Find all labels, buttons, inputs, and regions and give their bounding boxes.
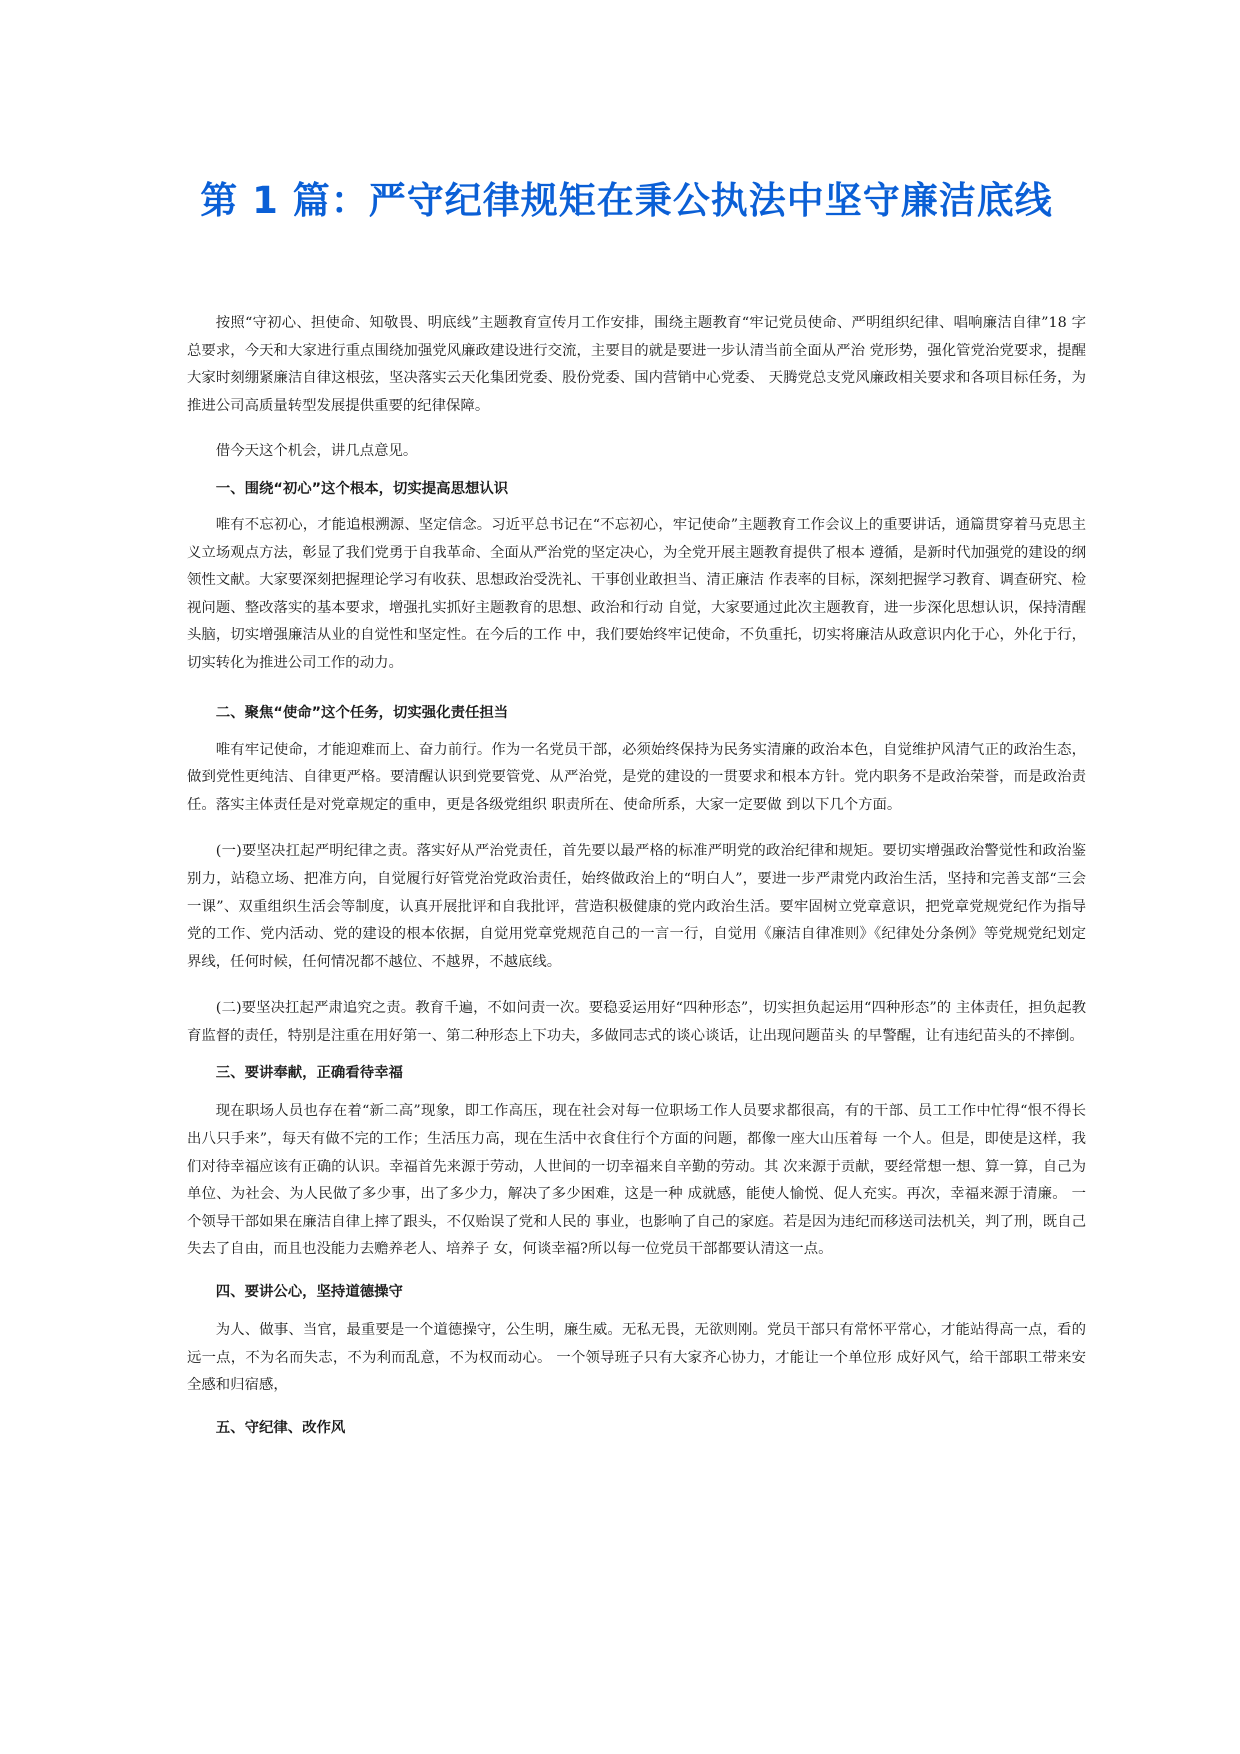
- opening-line: 借今天这个机会，讲几点意见。: [215, 443, 418, 460]
- body-paragraph: (一)要坚决扛起严明纪律之责。落实好从严治党责任，首先要以最严格的标准严明党的政治纪律和规矩。要切实增强政治警觉性和政治鉴别力，站稳立场、把准方向，自觉履行好管党治党政治责任，始终做政治上的“明白人”，要进一步严肃党内政治生活，坚持和完善支部“三会一课”、双重组织生活会等制度，认真开展批评和自我批评，营造积极健康的党内政治生活。要牢固树立党章意识，把党章党规党纪作为指导党的工作、党内活动、党的建设的根本依据，自觉用党章党规范自己的一言一行，自觉用《廉洁自律准则》《纪律处分条例》等党规党纪划定界线，任何时候，任何情况都不越位、不越界，不越底线。: [187, 843, 1086, 970]
- body-paragraph: 为人、做事、当官，最重要是一个道德操守，公生明，廉生威。无私无畏，无欲则刚。党员干部只有常怀平常心，才能站得高一点，看的远一点，不为名而失志，不为利而乱意，不为权而动心。 一个领导班子只有大家齐心协力，才能让一个单位形 成好风气，给干部职工带来安全感和归宿感，: [187, 1322, 1086, 1394]
- section-heading: 五、守纪律、改作风: [215, 1419, 346, 1436]
- section-4: [187, 1280, 1086, 1400]
- section-heading: 二、聚焦“使命”这个任务，切实强化责任担当: [215, 704, 509, 721]
- section-heading: 四、要讲公心，坚持道德操守: [215, 1284, 403, 1301]
- section-3: [187, 1061, 1086, 1264]
- section-1: [187, 477, 1086, 678]
- body-paragraph: (二)要坚决扛起严肃追究之责。教育千遍，不如问责一次。要稳妥运用好“四种形态”，切实担负起运用“四种形态”的 主体责任，担负起教育监督的责任，特别是注重在用好第一、第二种形态上下功夫，多做同志式的谈心谈话，让出现问题苗头 的早警醒，让有违纪苗头的不摔倒。: [187, 1000, 1086, 1044]
- section-heading: 一、围绕“初心”这个根本，切实提高思想认识: [215, 480, 509, 497]
- section-heading: 三、要讲奉献，正确看待幸福: [215, 1065, 403, 1082]
- intro-paragraph: 按照“守初心、担使命、知敬畏、明底线”主题教育宣传月工作安排，围绕主题教育“牢记党员使命、严明组织纪律、唱响廉洁自律”18 字总要求，今天和大家进行重点围绕加强党风廉政建设进行交流，主要目的就是要进一步认清当前全面从严治 党形势，强化管党治党要求，提醒大家时刻绷紧廉洁自律这根弦，坚决落实云天化集团党委、股份党委、国内营销中心党委、 天腾党总支党风廉政相关要求和各项目标任务，为推进公司高质量转型发展提供重要的纪律保障。: [187, 315, 1086, 414]
- document-title: 第 1 篇：严守纪律规矩在秉公执法中坚守廉洁底线: [200, 179, 1053, 222]
- section-2: [187, 701, 1086, 1051]
- body-paragraph: 现在职场人员也存在着“新二高”现象，即工作高压，现在社会对每一位职场工作人员要求都很高，有的干部、员工工作中忙得“恨不得长出八只手来”，每天有做不完的工作；生活压力高，现在生活中衣食住行个方面的问题，都像一座大山压着每 一个人。但是，即使是这样，我们对待幸福应该有正确的认识。幸福首先来源于劳动，人世间的一切幸福来自辛勤的劳动。其 次来源于贡献，要经常想一想、算一算，自己为单位、为社会、为人民做了多少事，出了多少力，解决了多少困难，这是一种 成就感，能使人愉悦、促人充实。再次，幸福来源于清廉。 一个领导干部如果在廉洁自律上摔了跟头，不仅贻误了党和人民的 事业，也影响了自己的家庭。若是因为违纪而移送司法机关，判了刑，既自己失去了自由，而且也没能力去赡养老人、培养子 女，何谈幸福?所以每一位党员干部都要认清这一点。: [187, 1103, 1086, 1258]
- section-5: [187, 1416, 1086, 1440]
- body-paragraph: 唯有牢记使命，才能迎难而上、奋力前行。作为一名党员干部，必须始终保持为民务实清廉的政治本色，自觉维护风清气正的政治生态，做到党性更纯洁、自律更严格。要清醒认识到党要管党、从严治党，是党的建设的一贯要求和根本方针。党内职务不是政治荣誉，而是政治责任。落实主体责任是对党章规定的重申，更是各级党组织 职责所在、使命所系，大家一定要做 到以下几个方面。: [187, 741, 1086, 813]
- body-paragraph: 唯有不忘初心，才能追根溯源、坚定信念。习近平总书记在“不忘初心，牢记使命”主题教育工作会议上的重要讲话，通篇贯穿着马克思主义立场观点方法，彰显了我们党勇于自我革命、全面从严治党的坚定决心，为全党开展主题教育提供了根本 遵循，是新时代加强党的建设的纲领性文献。大家要深刻把握理论学习有收获、思想政治受洗礼、干事创业敢担当、清正廉洁 作表率的目标，深刻把握学习教育、调查研究、检视问题、整改落实的基本要求，增强扎实抓好主题教育的思想、政治和行动 自觉，大家要通过此次主题教育，进一步深化思想认识，保持清醒头脑，切实增强廉洁从业的自觉性和坚定性。在今后的工作 中，我们要始终牢记使命，不负重托，切实将廉洁从政意识内化于心，外化于行，切实转化为推进公司工作的动力。: [187, 516, 1086, 671]
